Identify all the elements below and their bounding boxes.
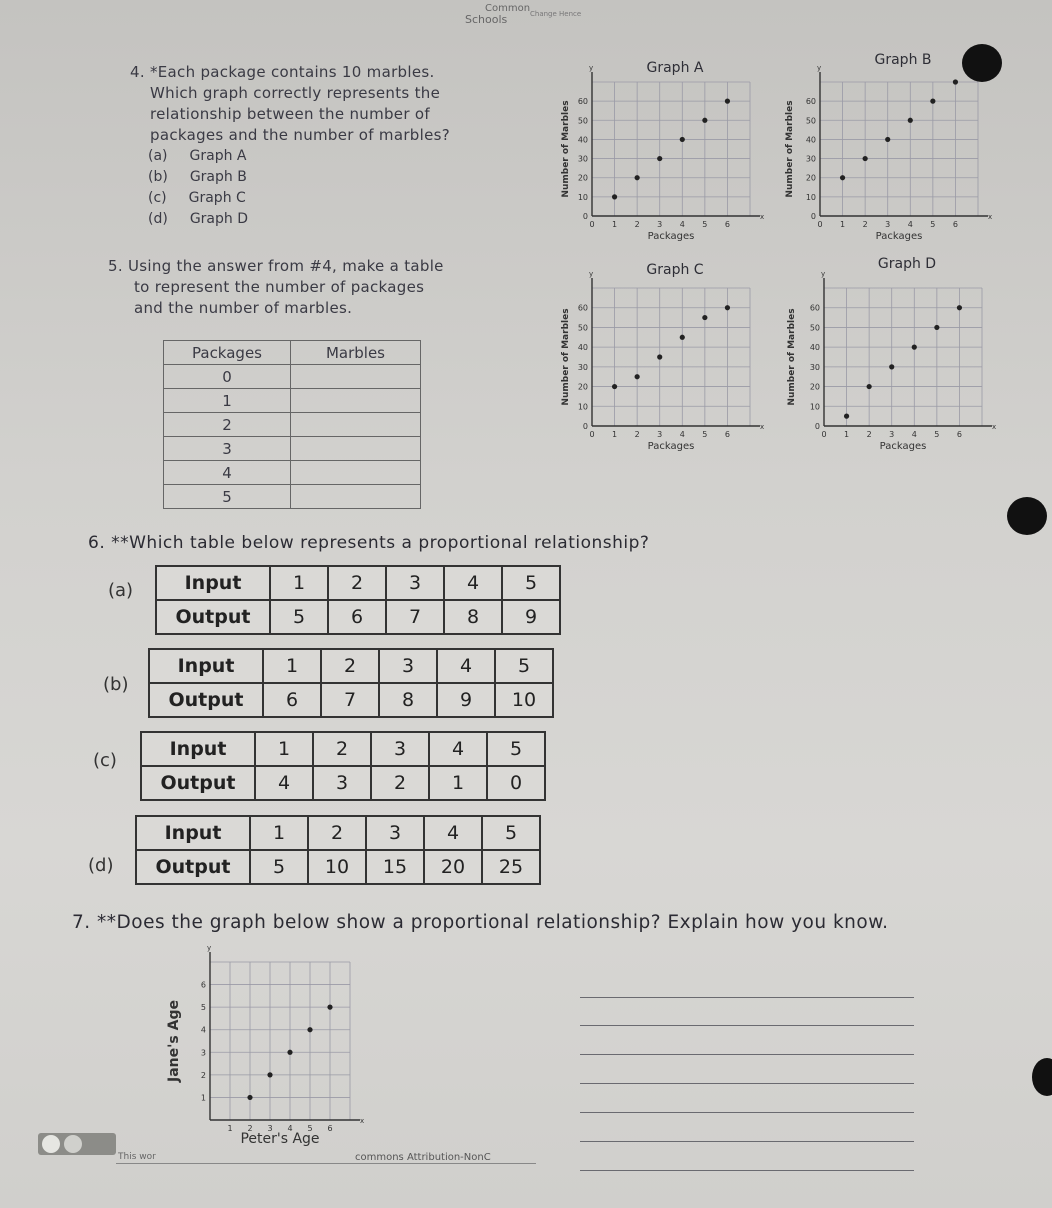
output-label: Output xyxy=(149,683,263,717)
q6-option-letter-b[interactable]: (b) xyxy=(103,674,129,695)
data-point xyxy=(912,345,917,350)
data-point xyxy=(635,175,640,180)
output-cell: 6 xyxy=(263,683,321,717)
output-cell: 2 xyxy=(371,766,429,800)
y-tick-label: 60 xyxy=(577,97,588,107)
x-tick-label: 1 xyxy=(227,1124,233,1133)
x-tick-label: 5 xyxy=(702,220,708,229)
data-point xyxy=(840,175,845,180)
y-axis-arrow-label: y xyxy=(817,64,822,72)
answer-line[interactable] xyxy=(580,1112,914,1113)
input-cell: 1 xyxy=(250,816,308,850)
data-point xyxy=(680,137,685,142)
y-tick-label: 40 xyxy=(805,135,816,145)
question-4 xyxy=(130,62,450,146)
x-tick-label: 0 xyxy=(589,430,595,439)
input-label: Input xyxy=(149,649,263,683)
y-tick-label: 0 xyxy=(582,422,588,431)
input-cell: 2 xyxy=(313,732,371,766)
input-cell: 3 xyxy=(366,816,424,850)
output-cell: 9 xyxy=(437,683,495,717)
y-tick-label: 50 xyxy=(805,116,816,126)
packages-cell: 4 xyxy=(164,461,291,485)
data-point xyxy=(327,1005,332,1010)
q5-line: and the number of marbles. xyxy=(134,299,353,317)
output-cell: 0 xyxy=(487,766,545,800)
y-axis-label: Jane's Age xyxy=(166,1000,182,1082)
input-cell: 3 xyxy=(379,649,437,683)
x-axis-label: Packages xyxy=(647,441,695,452)
output-label: Output xyxy=(141,766,255,800)
graph-d xyxy=(778,254,1008,464)
x-axis-arrow-label: x xyxy=(992,423,997,431)
option-letter: (a) xyxy=(148,148,168,164)
chart-title: Graph C xyxy=(646,262,704,278)
input-label: Input xyxy=(141,732,255,766)
y-tick-label: 50 xyxy=(809,323,820,333)
y-tick-label: 30 xyxy=(805,154,816,164)
packages-marbles-table xyxy=(163,340,421,509)
q4-line: Which graph correctly represents the xyxy=(150,84,441,102)
data-point xyxy=(953,79,958,84)
y-tick-label: 6 xyxy=(200,980,206,990)
q4-option-c[interactable] xyxy=(148,188,248,209)
packages-cell: 3 xyxy=(164,437,291,461)
output-label: Output xyxy=(156,600,270,634)
data-point xyxy=(889,364,894,369)
x-tick-label: 6 xyxy=(327,1124,333,1133)
x-tick-label: 1 xyxy=(612,220,618,229)
packages-cell: 1 xyxy=(164,389,291,413)
y-tick-label: 20 xyxy=(805,173,816,183)
x-tick-label: 2 xyxy=(634,220,640,229)
packages-cell: 5 xyxy=(164,485,291,509)
output-cell: 20 xyxy=(424,850,482,884)
y-tick-label: 10 xyxy=(577,402,588,412)
option-text: Graph D xyxy=(189,211,248,227)
y-tick-label: 0 xyxy=(810,212,816,221)
q4-line: relationship between the number of xyxy=(150,105,430,123)
input-cell: 4 xyxy=(424,816,482,850)
input-cell: 2 xyxy=(328,566,386,600)
x-axis-label: Packages xyxy=(879,441,927,452)
answer-line[interactable] xyxy=(580,1170,914,1171)
marbles-cell[interactable] xyxy=(291,413,421,437)
marbles-cell[interactable] xyxy=(291,461,421,485)
y-tick-label: 4 xyxy=(200,1025,206,1035)
x-tick-label: 2 xyxy=(634,430,640,439)
x-tick-label: 4 xyxy=(679,220,685,229)
footer-license-left: This wor xyxy=(118,1152,156,1162)
q5-line: 5. Using the answer from #4, make a table xyxy=(108,257,444,275)
cc-icon xyxy=(42,1135,60,1153)
output-cell: 25 xyxy=(482,850,540,884)
x-tick-label: 3 xyxy=(657,220,663,229)
data-point xyxy=(680,335,685,340)
y-tick-label: 5 xyxy=(200,1003,206,1013)
x-tick-label: 4 xyxy=(679,430,685,439)
header-tagline: Change Hence xyxy=(530,10,582,18)
y-tick-label: 40 xyxy=(809,343,820,353)
output-cell: 4 xyxy=(255,766,313,800)
output-cell: 1 xyxy=(429,766,487,800)
data-point xyxy=(844,414,849,419)
q5-line: to represent the number of packages xyxy=(134,278,425,296)
y-tick-label: 1 xyxy=(200,1093,206,1103)
output-cell: 6 xyxy=(328,600,386,634)
y-tick-label: 20 xyxy=(577,173,588,183)
option-text: Graph A xyxy=(189,148,247,164)
input-label: Input xyxy=(136,816,250,850)
graph-a xyxy=(550,50,780,250)
y-axis-arrow-label: y xyxy=(589,270,594,278)
output-cell: 9 xyxy=(502,600,560,634)
y-tick-label: 60 xyxy=(805,97,816,107)
x-tick-label: 5 xyxy=(307,1124,313,1133)
x-tick-label: 5 xyxy=(930,220,936,229)
x-axis-arrow-label: x xyxy=(988,213,993,221)
packages-cell: 2 xyxy=(164,413,291,437)
q6-option-letter-d[interactable]: (d) xyxy=(88,855,114,876)
graph-b xyxy=(778,50,1008,250)
y-tick-label: 10 xyxy=(577,192,588,202)
packages-cell: 0 xyxy=(164,365,291,389)
input-cell: 1 xyxy=(263,649,321,683)
x-tick-label: 1 xyxy=(844,430,850,439)
x-tick-label: 0 xyxy=(589,220,595,229)
data-point xyxy=(635,374,640,379)
input-cell: 5 xyxy=(482,816,540,850)
input-cell: 2 xyxy=(308,816,366,850)
x-tick-label: 0 xyxy=(817,220,823,229)
output-label: Output xyxy=(136,850,250,884)
q4-option-a[interactable] xyxy=(148,146,248,167)
x-tick-label: 0 xyxy=(821,430,827,439)
header-marbles: Marbles xyxy=(291,341,421,365)
answer-line[interactable] xyxy=(580,997,914,998)
x-tick-label: 3 xyxy=(657,430,663,439)
x-tick-label: 3 xyxy=(267,1124,273,1133)
data-point xyxy=(725,305,730,310)
output-cell: 8 xyxy=(379,683,437,717)
output-cell: 3 xyxy=(313,766,371,800)
input-cell: 4 xyxy=(437,649,495,683)
y-axis-label: Number of Marbles xyxy=(561,100,571,198)
y-tick-label: 60 xyxy=(577,303,588,313)
y-tick-label: 30 xyxy=(577,154,588,164)
q4-option-b[interactable] xyxy=(148,167,248,188)
data-point xyxy=(267,1072,272,1077)
io-table-b xyxy=(148,648,554,718)
q6-option-letter-c[interactable]: (c) xyxy=(93,750,117,771)
y-axis-arrow-label: y xyxy=(207,946,212,952)
by-icon xyxy=(64,1135,82,1153)
data-point xyxy=(657,156,662,161)
logo-line1: Common xyxy=(485,3,531,14)
data-point xyxy=(908,118,913,123)
marbles-cell[interactable] xyxy=(291,365,421,389)
x-tick-label: 2 xyxy=(247,1124,253,1133)
q4-line: 4. *Each package contains 10 marbles. xyxy=(130,63,435,81)
question-5 xyxy=(108,256,444,319)
data-point xyxy=(930,99,935,104)
y-axis-label: Number of Marbles xyxy=(787,308,797,406)
output-cell: 10 xyxy=(308,850,366,884)
input-cell: 4 xyxy=(429,732,487,766)
y-tick-label: 40 xyxy=(577,343,588,353)
data-point xyxy=(702,118,707,123)
input-label: Input xyxy=(156,566,270,600)
x-tick-label: 6 xyxy=(724,430,730,439)
y-tick-label: 20 xyxy=(809,382,820,392)
answer-line[interactable] xyxy=(580,1054,914,1055)
data-point xyxy=(307,1027,312,1032)
x-axis-arrow-label: x xyxy=(760,423,765,431)
x-tick-label: 4 xyxy=(911,430,917,439)
graph-c xyxy=(550,254,780,464)
marbles-cell[interactable] xyxy=(291,485,421,509)
y-tick-label: 2 xyxy=(200,1070,206,1080)
question-6: 6. **Which table below represents a proportional relationship? xyxy=(88,533,650,553)
y-tick-label: 20 xyxy=(577,382,588,392)
footer-license-right: commons Attribution-NonC xyxy=(355,1152,491,1163)
y-tick-label: 50 xyxy=(577,323,588,333)
answer-line[interactable] xyxy=(580,1083,914,1084)
option-letter: (c) xyxy=(148,190,167,206)
chart-title: Graph A xyxy=(646,60,704,76)
ages-graph xyxy=(160,946,380,1161)
y-tick-label: 0 xyxy=(582,212,588,221)
io-table-c xyxy=(140,731,546,801)
y-tick-label: 30 xyxy=(809,362,820,372)
y-tick-label: 0 xyxy=(814,422,820,431)
q4-options xyxy=(148,146,248,230)
marbles-cell[interactable] xyxy=(291,389,421,413)
data-point xyxy=(612,194,617,199)
x-tick-label: 4 xyxy=(287,1124,293,1133)
x-tick-label: 5 xyxy=(934,430,940,439)
input-cell: 4 xyxy=(444,566,502,600)
output-cell: 15 xyxy=(366,850,424,884)
data-point xyxy=(287,1050,292,1055)
logo-line2: Schools xyxy=(465,13,508,26)
question-7: 7. **Does the graph below show a proportional relationship? Explain how you know. xyxy=(72,912,889,933)
data-point xyxy=(863,156,868,161)
data-point xyxy=(885,137,890,142)
y-tick-label: 3 xyxy=(200,1048,206,1058)
x-tick-label: 4 xyxy=(907,220,913,229)
x-tick-label: 6 xyxy=(956,430,962,439)
input-cell: 5 xyxy=(495,649,553,683)
y-tick-label: 60 xyxy=(809,303,820,313)
data-point xyxy=(725,99,730,104)
data-point xyxy=(957,305,962,310)
data-point xyxy=(657,354,662,359)
cc-license-badge xyxy=(38,1133,116,1155)
answer-line[interactable] xyxy=(580,1141,914,1142)
y-tick-label: 40 xyxy=(577,135,588,145)
option-text: Graph C xyxy=(188,190,246,206)
data-point xyxy=(867,384,872,389)
output-cell: 8 xyxy=(444,600,502,634)
y-tick-label: 30 xyxy=(577,362,588,372)
data-point xyxy=(702,315,707,320)
input-cell: 5 xyxy=(487,732,545,766)
output-cell: 10 xyxy=(495,683,553,717)
y-axis-arrow-label: y xyxy=(589,64,594,72)
x-axis-label: Peter's Age xyxy=(240,1131,320,1147)
x-tick-label: 1 xyxy=(612,430,618,439)
y-axis-label: Number of Marbles xyxy=(785,100,795,198)
y-axis-arrow-label: y xyxy=(821,270,826,278)
y-tick-label: 10 xyxy=(805,192,816,202)
x-axis-label: Packages xyxy=(875,231,923,242)
marbles-cell[interactable] xyxy=(291,437,421,461)
q4-option-d[interactable] xyxy=(148,209,248,230)
header-logo xyxy=(465,3,530,25)
option-letter: (b) xyxy=(148,169,168,185)
x-tick-label: 2 xyxy=(866,430,872,439)
input-cell: 1 xyxy=(255,732,313,766)
output-cell: 5 xyxy=(270,600,328,634)
x-axis-arrow-label: x xyxy=(360,1117,365,1125)
q6-option-letter-a[interactable]: (a) xyxy=(108,580,134,601)
io-table-a xyxy=(155,565,561,635)
input-cell: 5 xyxy=(502,566,560,600)
x-tick-label: 3 xyxy=(889,430,895,439)
x-axis-label: Packages xyxy=(647,231,695,242)
chart-title: Graph B xyxy=(874,52,932,68)
x-axis-arrow-label: x xyxy=(760,213,765,221)
header-packages: Packages xyxy=(164,341,291,365)
y-axis-label: Number of Marbles xyxy=(561,308,571,406)
y-tick-label: 50 xyxy=(577,116,588,126)
option-letter: (d) xyxy=(148,211,168,227)
data-point xyxy=(247,1095,252,1100)
x-tick-label: 3 xyxy=(885,220,891,229)
data-point xyxy=(612,384,617,389)
x-tick-label: 6 xyxy=(724,220,730,229)
x-tick-label: 6 xyxy=(952,220,958,229)
io-table-d xyxy=(135,815,541,885)
option-text: Graph B xyxy=(189,169,247,185)
output-cell: 7 xyxy=(321,683,379,717)
chart-title: Graph D xyxy=(877,256,937,272)
x-tick-label: 5 xyxy=(702,430,708,439)
x-tick-label: 2 xyxy=(862,220,868,229)
y-tick-label: 10 xyxy=(809,402,820,412)
answer-line[interactable] xyxy=(580,1025,914,1026)
output-cell: 7 xyxy=(386,600,444,634)
input-cell: 1 xyxy=(270,566,328,600)
q4-line: packages and the number of marbles? xyxy=(150,126,450,144)
input-cell: 3 xyxy=(371,732,429,766)
input-cell: 3 xyxy=(386,566,444,600)
punch-hole xyxy=(1007,497,1047,535)
data-point xyxy=(934,325,939,330)
input-cell: 2 xyxy=(321,649,379,683)
output-cell: 5 xyxy=(250,850,308,884)
x-tick-label: 1 xyxy=(840,220,846,229)
footer-rule xyxy=(116,1163,536,1164)
